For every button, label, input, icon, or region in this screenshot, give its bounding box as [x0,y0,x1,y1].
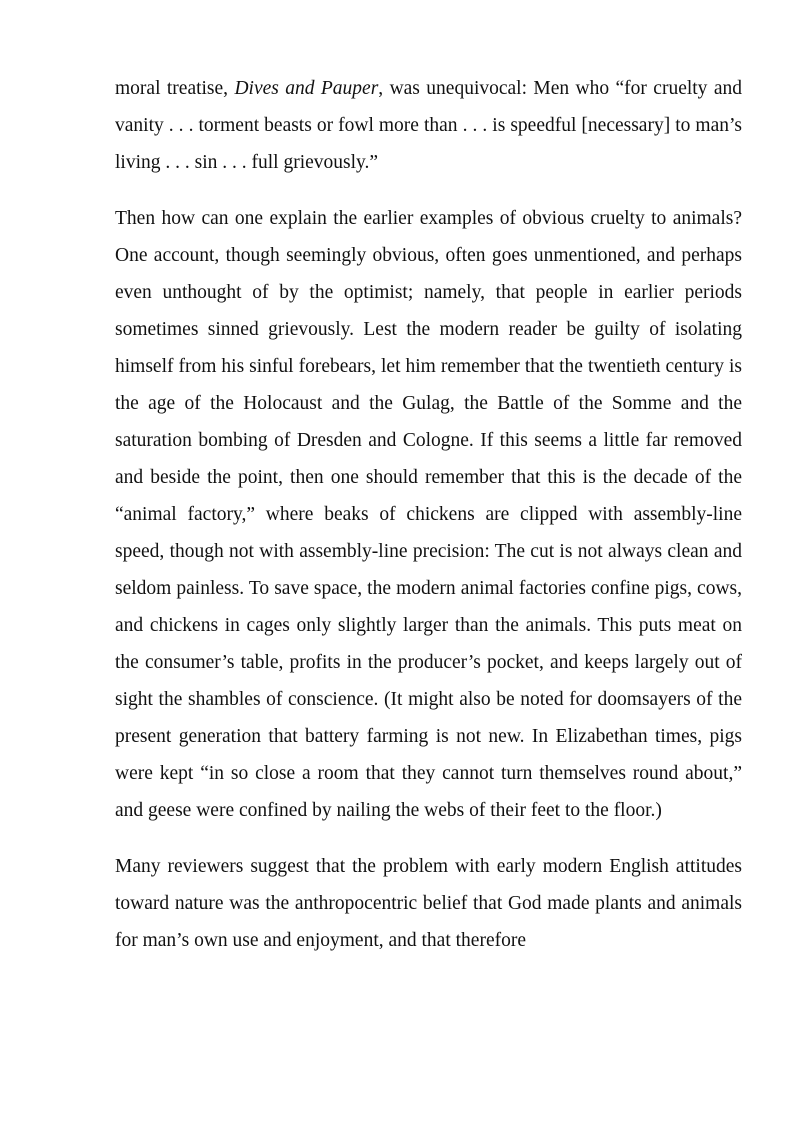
paragraph-2: Then how can one explain the earlier examples of obvious cruelty to animals? One account, though seemingly obvious, often goes unmentioned, and perhaps even unthought of by the optimist; namely, that people in earlier periods sometimes sinned grievously. Lest the modern reader be guilty of isolating himself from his sinful forebears, let him remember that the twentieth century is the age of the Holocaust and the Gulag, the Battle of the Somme and the saturation bombing of Dresden and Cologne. If this seems a little far removed and beside the point, then one should remember that this is the decade of the “animal factory,” where beaks of chickens are clipped with assembly-line speed, though not with assembly-line precision: The cut is not always clean and seldom painless. To save space, the modern animal factories confine pigs, cows, and chickens in cages only slightly larger than the animals. This puts meat on the consumer’s table, profits in the producer’s pocket, and keeps largely out of sight the shambles of conscience. (It might also be noted for doomsayers of the present generation that battery farming is not new. In Elizabethan times, pigs were kept “in so close a room that they cannot turn themselves round about,” and geese were confined by nailing the webs of their feet to the floor.) [115,208,742,821]
paragraph-1 [115,70,742,181]
paragraph-3: Many reviewers suggest that the problem with early modern English attitudes toward nature was the anthropocentric belief that God made plants and animals for man’s own use and enjoyment, and that therefore [115,856,742,951]
book-title-italic: Dives and Pauper [234,78,379,99]
paragraph-1-start: moral treatise, [115,78,235,99]
document-page [115,70,742,978]
paragraph-1-rest: , was unequivocal: Men who “for cruelty and vanity . . . torment beasts or fowl more than . . . is speedful [necessary] to man’s living . . . sin . . . full grievously.” [115,78,742,173]
